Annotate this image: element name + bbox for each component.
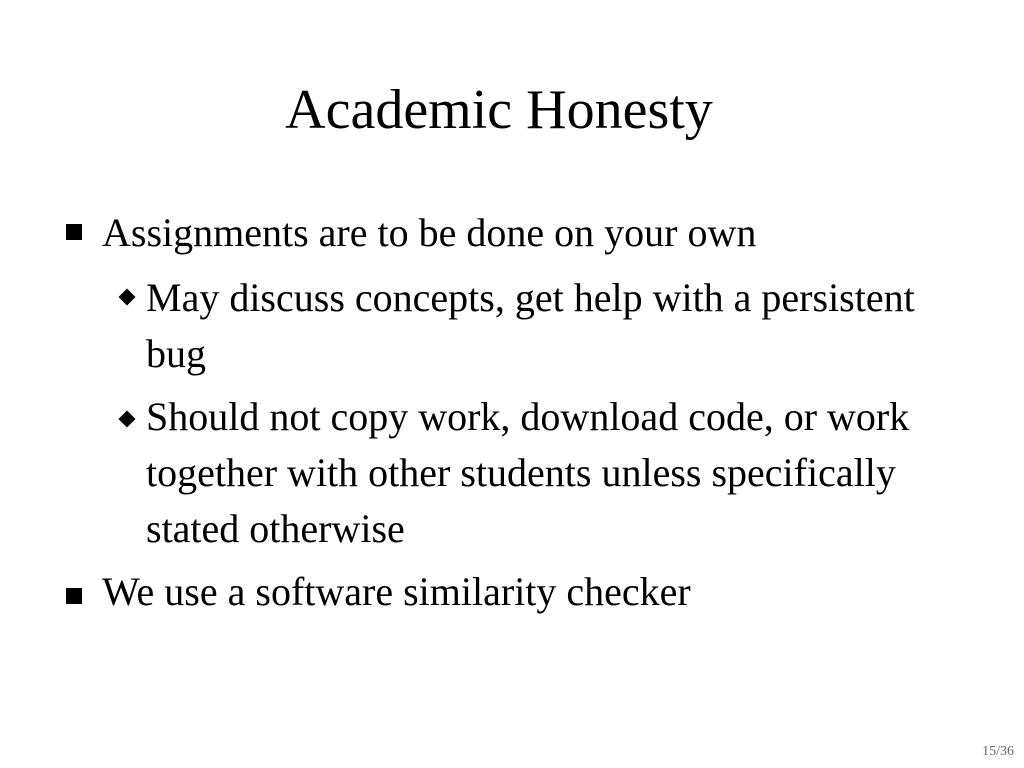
- slide-title: Academic Honesty: [285, 79, 713, 141]
- page-number: 15/36: [982, 744, 1014, 759]
- square-bullet-icon: [66, 224, 82, 240]
- square-bullet-icon: [66, 588, 82, 604]
- sub-bullet-item: Should not copy work, download code, or work together with other students unless specifically stated otherwise: [146, 394, 910, 551]
- diamond-bullet-icon: [119, 289, 136, 306]
- sub-bullet-item: May discuss concepts, get help with a persistent bug: [146, 275, 915, 376]
- bullet-item: Assignments are to be done on your own: [102, 210, 757, 255]
- diamond-bullet-icon: [119, 411, 136, 428]
- bullet-item: We use a software similarity checker: [102, 569, 691, 614]
